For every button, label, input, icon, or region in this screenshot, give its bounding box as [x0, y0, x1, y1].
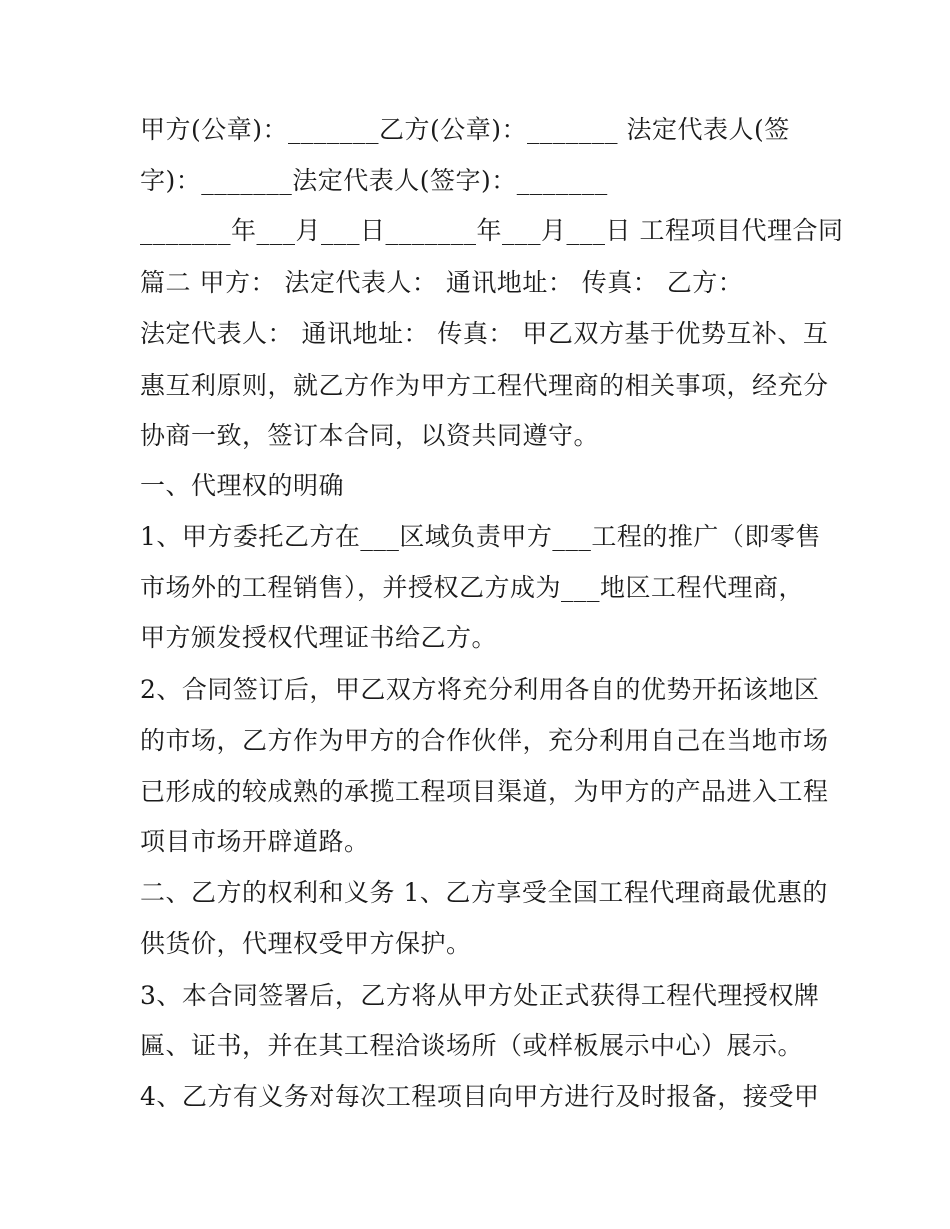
text-line: 3、本合同签署后，乙方将从甲方处正式获得工程代理授权牌: [140, 981, 820, 1010]
text-line: 篇二 甲方： 法定代表人： 通讯地址： 传真： 乙方：: [140, 268, 744, 297]
text-line: 甲方(公章)：_______乙方(公章)：_______ 法定代表人(签: [140, 115, 790, 144]
section-heading: 二、乙方的权利和义务 1、乙方享受全国工程代理商最优惠的: [140, 878, 828, 907]
text-line: 供货价，代理权受甲方保护。: [140, 929, 472, 958]
text-line: 项目市场开辟道路。: [140, 827, 370, 856]
text-line: 已形成的较成熟的承揽工程项目渠道，为甲方的产品进入工程: [140, 777, 829, 806]
text-line: 匾、证书，并在其工程洽谈场所（或样板展示中心）展示。: [140, 1031, 804, 1060]
text-line: 市场外的工程销售），并授权乙方成为___地区工程代理商，: [140, 573, 805, 602]
text-line: _______年___月___日_______年___月___日 工程项目代理合同: [140, 216, 844, 245]
text-line: 的市场，乙方作为甲方的合作伙伴，充分利用自己在当地市场: [140, 726, 829, 755]
text-line: 协商一致，签订本合同，以资共同遵守。: [140, 421, 600, 450]
text-line: 4、乙方有义务对每次工程项目向甲方进行及时报备，接受甲: [140, 1082, 820, 1111]
text-line: 惠互利原则，就乙方作为甲方工程代理商的相关事项，经充分: [140, 371, 829, 400]
text-line: 1、甲方委托乙方在___区域负责甲方___工程的推广（即零售: [140, 522, 821, 551]
text-line: 2、合同签订后，甲乙双方将充分利用各自的优势开拓该地区: [140, 675, 820, 704]
section-heading: 一、代理权的明确: [140, 471, 345, 500]
text-line: 法定代表人： 通讯地址： 传真： 甲乙双方基于优势互补、互: [140, 319, 829, 348]
text-line: 甲方颁发授权代理证书给乙方。: [140, 623, 498, 652]
text-line: 字)：_______法定代表人(签字)：_______: [140, 166, 608, 195]
